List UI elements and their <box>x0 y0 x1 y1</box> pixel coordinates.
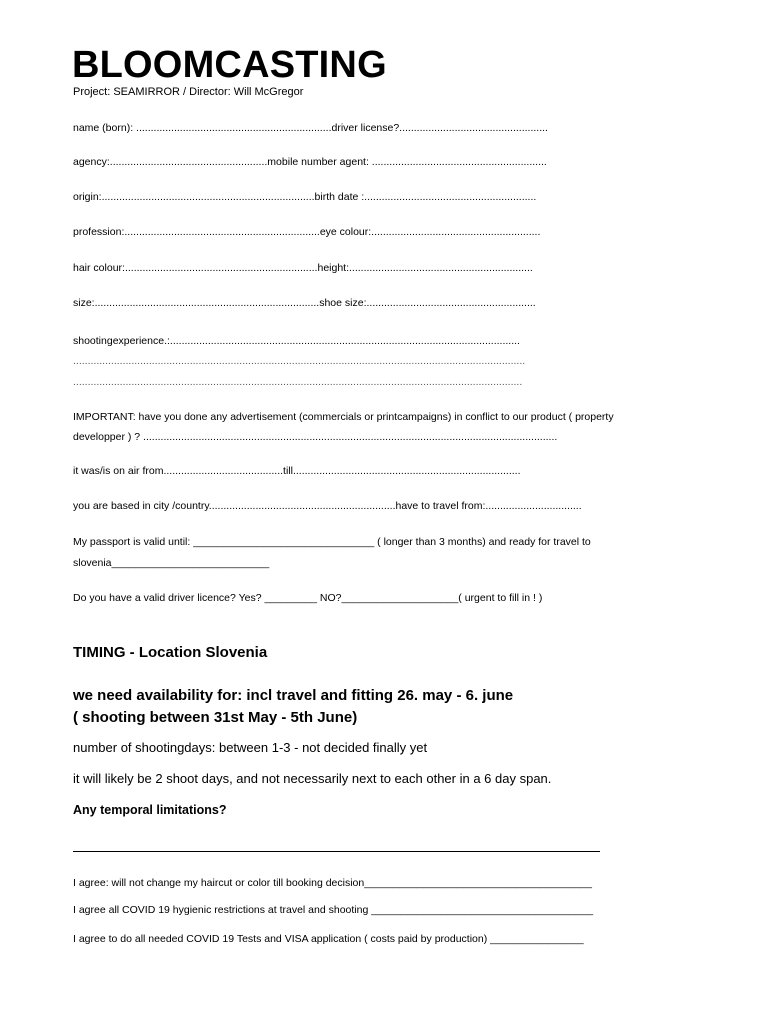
agree-covid-tests-visa[interactable]: I agree to do all needed COVID 19 Tests and VISA application ( costs paid by production) ________________ <box>73 933 584 945</box>
important-question <box>73 410 614 424</box>
agree-covid-hygiene[interactable]: I agree all COVID 19 hygienic restrictions at travel and shooting ______________________________________ <box>73 904 594 916</box>
availability-line-1: we need availability for: incl travel and fitting 26. may - 6. june <box>73 687 514 704</box>
field-agency-mobile[interactable]: agency:......................................................mobile number agent: ............................................................ <box>73 156 547 168</box>
field-hair-colour-height[interactable]: hair colour:..................................................................height:............................................................... <box>73 262 533 274</box>
field-travel-slovenia[interactable]: slovenia___________________________ <box>73 557 270 569</box>
field-property-developer[interactable]: developper ) ? .............................................................................................................................................. <box>73 431 558 443</box>
important-question-text: have you done any advertisement (commercials or printcampaigns) in conflict to our product ( property <box>135 411 614 423</box>
availability-line-2: ( shooting between 31st May - 5th June) <box>73 709 358 726</box>
field-size-shoe-size[interactable]: size:.............................................................................shoe size:.......................................................... <box>73 297 536 309</box>
temporal-limitations-label: Any temporal limitations? <box>73 803 227 817</box>
important-label: IMPORTANT: <box>73 411 136 423</box>
agree-haircut[interactable]: I agree: will not change my haircut or color till booking decision_______________________________________ <box>73 877 592 889</box>
project-subtitle: Project: SEAMIRROR / Director: Will McGregor <box>73 86 304 98</box>
experience-line-2[interactable]: ........................................................................................................................................................... <box>73 355 526 367</box>
field-profession-eye-colour[interactable]: profession:...................................................................eye colour:.......................................................... <box>73 226 541 238</box>
page-title: BLOOMCASTING <box>72 44 387 86</box>
field-on-air-dates[interactable]: it was/is on air from.........................................till.............................................................................. <box>73 465 521 477</box>
field-shooting-experience[interactable]: shootingexperience.:........................................................................................................................ <box>73 335 520 347</box>
likely-shoot-days-text: it will likely be 2 shoot days, and not necessarily next to each other in a 6 day span. <box>73 771 552 786</box>
experience-line-3[interactable]: .......................................................................................................................................................... <box>73 376 523 388</box>
field-driver-licence[interactable]: Do you have a valid driver licence? Yes? _________ NO?____________________( urgent to fill in ! ) <box>73 592 543 604</box>
timing-heading: TIMING - Location Slovenia <box>73 644 268 661</box>
field-name-driver-license[interactable]: name (born): ...................................................................driver license?................................................... <box>73 122 548 134</box>
field-origin-birthdate[interactable]: origin:.........................................................................birth date :........................................................... <box>73 191 537 203</box>
limitations-answer-line[interactable] <box>73 851 600 852</box>
field-passport-valid[interactable]: My passport is valid until: _______________________________ ( longer than 3 months) and ready for travel to <box>73 536 591 548</box>
field-based-city-travel[interactable]: you are based in city /country................................................................have to travel from:................................. <box>73 500 582 512</box>
shooting-days-text: number of shootingdays: between 1-3 - not decided finally yet <box>73 740 428 755</box>
